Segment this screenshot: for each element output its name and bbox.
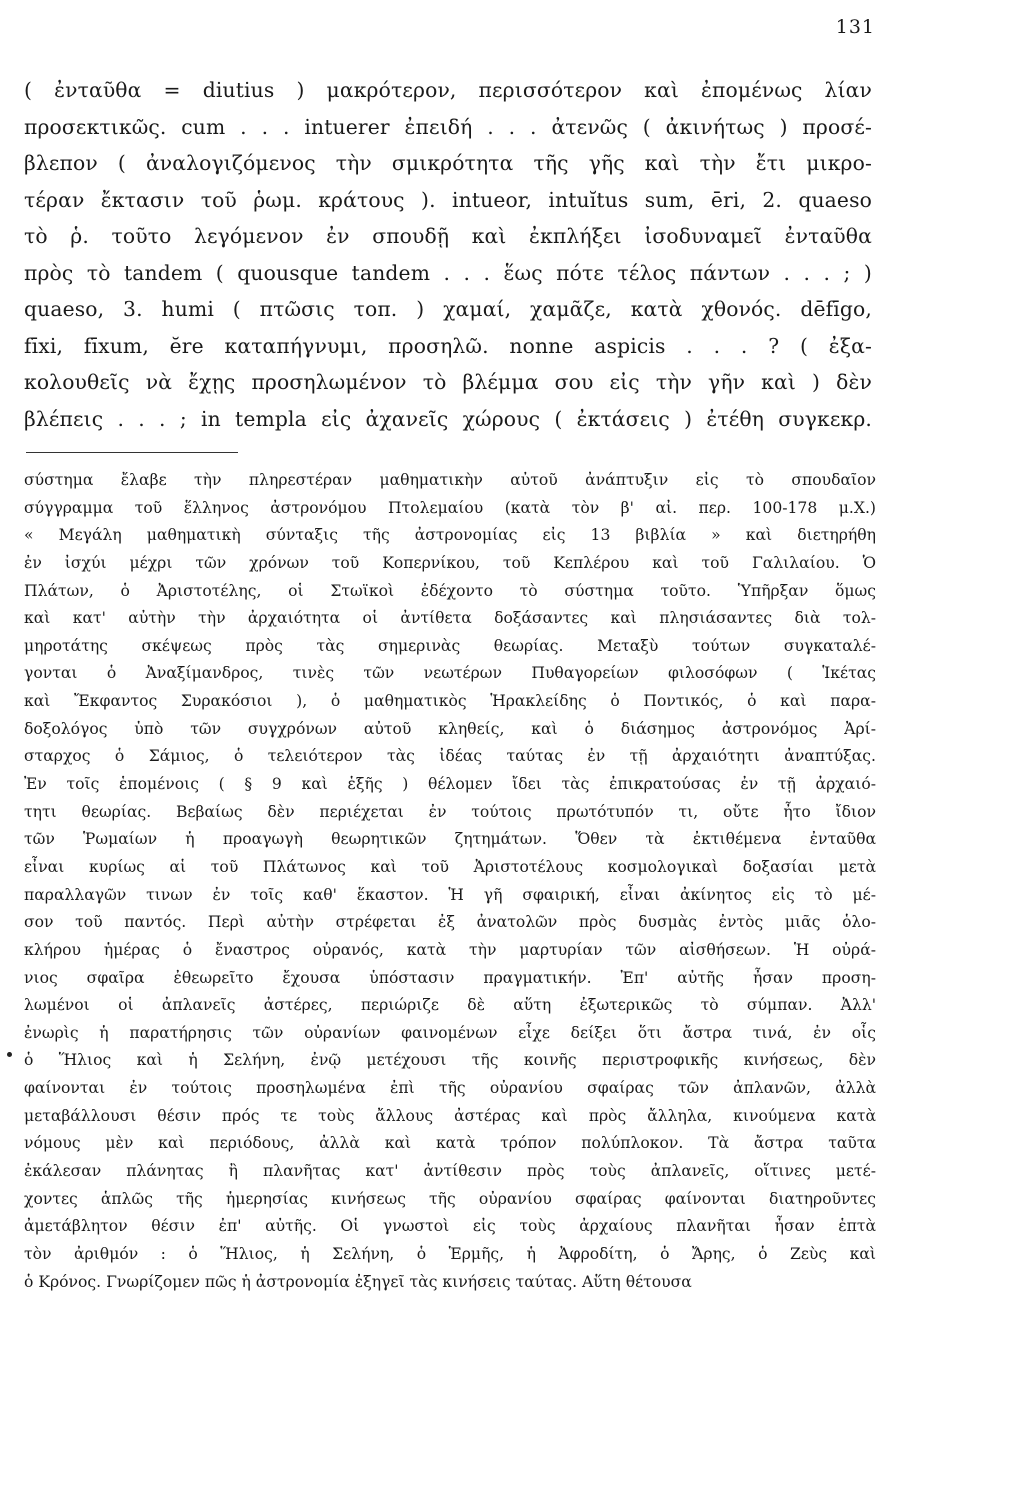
footnote-line: μεταβάλλουσι θέσιν πρός τε τοὺς ἄλλους ἀστέρας καὶ πρὸς ἄλληλα, κινούμενα κατὰ: [24, 1106, 876, 1125]
main-text-block: [24, 72, 872, 437]
footnote-line: δοξολόγος ὑπὸ τῶν συγχρόνων αὐτοῦ κληθείς, καὶ ὁ διάσημος ἀστρονόμος Ἀρί-: [24, 719, 876, 738]
footnote-line: τὸν ἀριθμόν : ὁ Ἥλιος, ἡ Σελήνη, ὁ Ἑρμῆς, ἡ Ἀφροδίτη, ὁ Ἄρης, ὁ Ζεὺς καὶ: [24, 1244, 876, 1263]
footnote-line: ἀμετάβλητον θέσιν ἐπ' αὐτῆς. Οἱ γνωστοὶ εἰς τοὺς ἀρχαίους πλανῆται ἦσαν ἑπτὰ: [24, 1217, 876, 1236]
footnote-line: καὶ κατ' αὐτὴν τὴν ἀρχαιότητα οἱ ἀντίθετα δοξάσαντες καὶ πλησιάσαντες διὰ τολ-: [24, 609, 876, 628]
footnote-line: ὁ Κρόνος. Γνωρίζομεν πῶς ἡ ἀστρονομία ἐξηγεῖ τὰς κινήσεις ταύτας. Αὕτη θέτουσα: [24, 1272, 692, 1291]
footnote-line: σταρχος ὁ Σάμιος, ὁ τελειότερον τὰς ἰδέας ταύτας ἐν τῇ ἀρχαιότητι ἀναπτύξας.: [24, 747, 876, 766]
footnote-line: σον τοῦ παντός. Περὶ αὐτὴν στρέφεται ἐξ ἀνατολῶν πρὸς δυσμὰς ἐντὸς μιᾶς ὁλο-: [24, 913, 876, 932]
footnote-line: « Μεγάλη μαθηματικὴ σύνταξις τῆς ἀστρονομίας εἰς 13 βιβλία » καὶ διετηρήθη: [24, 526, 876, 545]
footnote-line: λωμένοι οἱ ἀπλανεῖς ἀστέρες, περιώριζε δὲ αὕτη ἐξωτερικῶς τὸ σύμπαν. Ἀλλ': [24, 996, 876, 1015]
footnote-line: ἐν ἰσχύι μέχρι τῶν χρόνων τοῦ Κοπερνίκου, τοῦ Κεπλέρου καὶ τοῦ Γαλιλαίου. Ὁ: [24, 553, 876, 572]
footnote-line: παραλλαγῶν τινων ἐν τοῖς καθ' ἕκαστον. Ἡ γῆ σφαιρική, εἶναι ἀκίνητος εἰς τὸ μέ-: [24, 885, 876, 904]
footnote-line: τῶν Ῥωμαίων ἡ προαγωγὴ θεωρητικῶν ζητημάτων. Ὅθεν τὰ ἐκτιθέμενα ἐνταῦθα: [24, 830, 876, 849]
main-text-line: βλέπεις . . . ; in templa εἰς ἀχανεῖς χώρους ( ἐκτάσεις ) ἐτέθη συγκεκρ.: [24, 406, 872, 431]
main-text-line: βλεπον ( ἀναλογιζόμενος τὴν σμικρότητα τῆς γῆς καὶ τὴν ἔτι μικρο-: [24, 151, 872, 175]
footnote-line: ἐνωρὶς ἡ παρατήρησις τῶν οὐρανίων φαινομένων εἶχε δείξει ὅτι ἄστρα τινά, ἐν οἷς: [24, 1023, 876, 1042]
footnote-line: γονται ὁ Ἀναξίμανδρος, τινὲς τῶν νεωτέρων Πυθαγορείων φιλοσόφων ( Ἱκέτας: [24, 664, 876, 683]
footnote-line: καὶ Ἔκφαντος Συρακόσιοι ), ὁ μαθηματικὸς Ἡρακλείδης ὁ Ποντικός, ὁ καὶ παρα-: [24, 692, 876, 711]
footnote-line: εἶναι κυρίως αἱ τοῦ Πλάτωνος καὶ τοῦ Ἀριστοτέλους κοσμολογικαὶ δοξασίαι μετὰ: [24, 857, 876, 876]
page-number: 131: [835, 16, 875, 38]
footnote-line: μηροτάτης σκέψεως πρὸς τὰς σημερινὰς θεωρίας. Μεταξὺ τούτων συγκαταλέ-: [24, 636, 876, 655]
main-text-line: quaeso, 3. humi ( πτῶσις τοπ. ) χαμαί, χαμᾶζε, κατὰ χθονός. dēfīgo,: [24, 297, 872, 321]
footnote-separator: [26, 452, 238, 453]
footnote-line: νόμους μὲν καὶ περιόδους, ἀλλὰ καὶ κατὰ τρόπον πολύπλοκον. Τὰ ἄστρα ταῦτα: [24, 1134, 876, 1153]
main-text-line: τέραν ἔκτασιν τοῦ ῥωμ. κράτους ). intueor, intuĭtus sum, ēri, 2. quaeso: [24, 187, 872, 212]
footnote-line: τητι θεωρίας. Βεβαίως δὲν περιέχεται ἐν τούτοις πρωτότυπόν τι, οὔτε ἦτο ἴδιον: [24, 802, 876, 821]
footnote-line: σύστημα ἔλαβε τὴν πληρεστέραν μαθηματικὴν αὐτοῦ ἀνάπτυξιν εἰς τὸ σπουδαῖον: [24, 471, 876, 489]
footnote-line: ἐκάλεσαν πλάνητας ἢ πλανῆτας κατ' ἀντίθεσιν πρὸς τοὺς ἀπλανεῖς, οἵτινες μετέ-: [24, 1162, 876, 1181]
footnote-line: Ἐν τοῖς ἑπομένοις ( § 9 καὶ ἑξῆς ) θέλομεν ἴδει τὰς ἐπικρατούσας ἐν τῇ ἀρχαιό-: [24, 775, 876, 794]
footnote-line: ὁ Ἥλιος καὶ ἡ Σελήνη, ἐνῷ μετέχουσι τῆς κοινῆς περιστροφικῆς κινήσεως, δὲν: [24, 1051, 876, 1070]
main-text-line: fīxi, fīxum, ĕre καταπήγνυμι, προσηλῶ. nonne aspicis . . . ? ( ἐξα-: [24, 333, 872, 358]
footnote-block: [24, 467, 876, 1296]
margin-mark: [7, 1052, 12, 1057]
main-text-line: προσεκτικῶς. cum . . . intuerer ἐπειδή . . . ἀτενῶς ( ἀκινήτως ) προσέ-: [24, 114, 872, 139]
footnote-line: σύγγραμμα τοῦ ἕλληνος ἀστρονόμου Πτολεμαίου (κατὰ τὸν β' αἰ. περ. 100-178 μ.Χ.): [24, 498, 876, 517]
footnote-line: κλήρου ἡμέρας ὁ ἔναστρος οὐρανός, κατὰ τὴν μαρτυρίαν τῶν αἰσθήσεων. Ἡ οὐρά-: [24, 940, 876, 959]
main-text-line: κολουθεῖς νὰ ἔχῃς προσηλωμένον τὸ βλέμμα σου εἰς τὴν γῆν καὶ ) δὲν: [24, 370, 872, 394]
footnote-line: νιος σφαῖρα ἐθεωρεῖτο ἔχουσα ὑπόστασιν πραγματικήν. Ἐπ' αὐτῆς ἦσαν προση-: [24, 968, 876, 987]
footnote-line: χοντες ἁπλῶς τῆς ἡμερησίας κινήσεως τῆς οὐρανίου σφαίρας φαίνονται διατηροῦντες: [24, 1189, 876, 1208]
footnote-line: Πλάτων, ὁ Ἀριστοτέλης, οἱ Στωϊκοὶ ἐδέχοντο τὸ σύστημα τοῦτο. Ὑπῆρξαν ὅμως: [24, 581, 876, 600]
main-text-line: ( ἐνταῦθα = diutius ) μακρότερον, περισσότερον καὶ ἐπομένως λίαν: [24, 78, 872, 102]
footnote-line: φαίνονται ἐν τούτοις προσηλωμένα ἐπὶ τῆς οὐρανίου σφαίρας τῶν ἀπλανῶν, ἀλλὰ: [24, 1079, 876, 1098]
main-text-line: πρὸς τὸ tandem ( quousque tandem . . . ἕως πότε τέλος πάντων . . . ; ): [24, 260, 872, 285]
main-text-line: τὸ ῥ. τοῦτο λεγόμενον ἐν σπουδῇ καὶ ἐκπλήξει ἰσοδυναμεῖ ἐνταῦθα: [24, 224, 872, 248]
